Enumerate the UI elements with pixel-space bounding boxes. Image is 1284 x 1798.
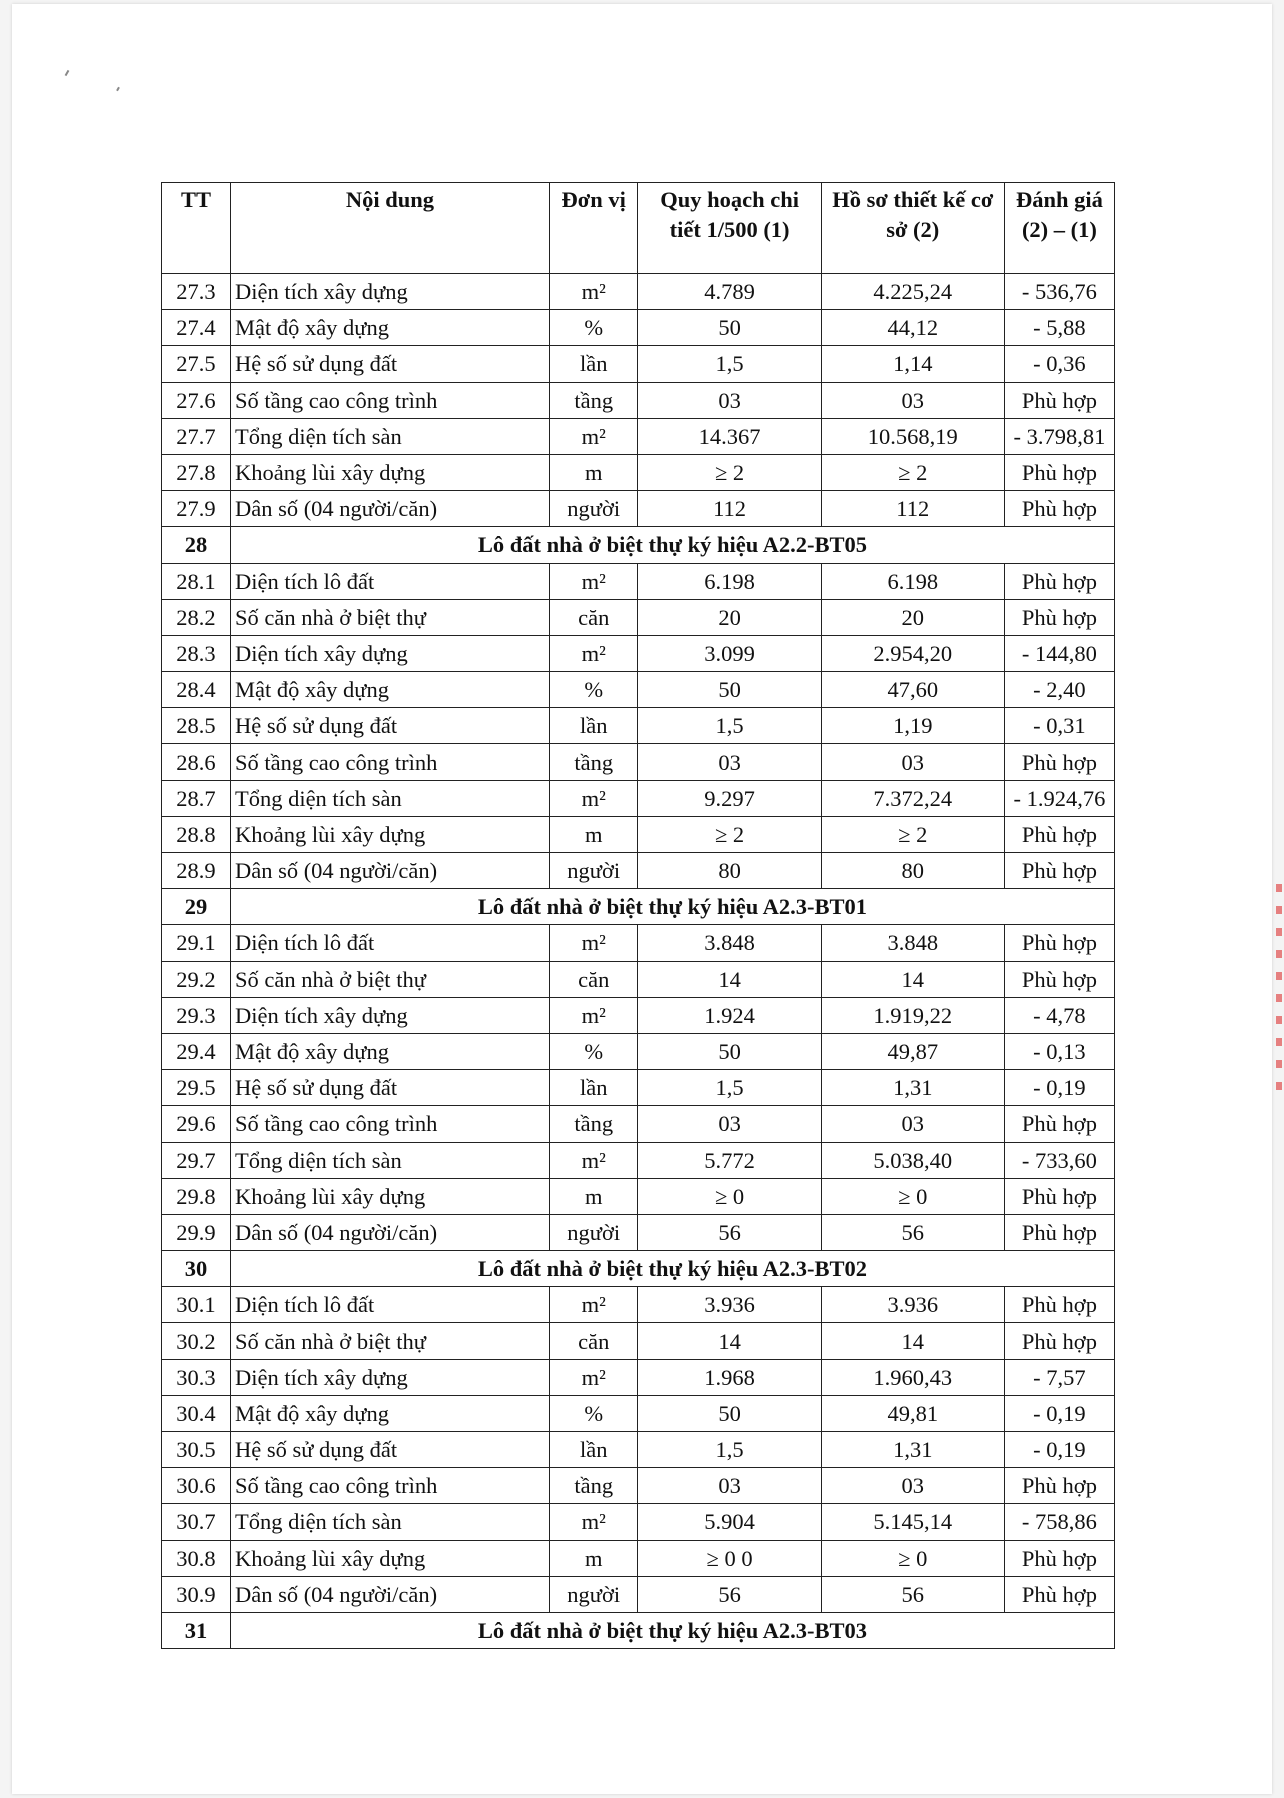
cell-danh-gia: Phù hợp [1004, 961, 1114, 997]
cell-quy-hoach: 14 [638, 1323, 821, 1359]
cell-don-vi: m² [549, 1359, 638, 1395]
header-quy-hoach: Quy hoạch chi tiết 1/500 (1) [638, 183, 821, 274]
table-row [162, 744, 1115, 780]
table-row [162, 853, 1115, 889]
cell-quy-hoach: ≥ 0 0 [638, 1540, 821, 1576]
table-row [162, 635, 1115, 671]
cell-danh-gia: - 5,88 [1004, 310, 1114, 346]
table-row [162, 1033, 1115, 1069]
cell-tt: 28.1 [162, 563, 231, 599]
cell-quy-hoach: 6.198 [638, 563, 821, 599]
cell-tt: 29.6 [162, 1106, 231, 1142]
cell-quy-hoach: 03 [638, 1468, 821, 1504]
cell-quy-hoach: 80 [638, 853, 821, 889]
cell-don-vi: m [549, 1540, 638, 1576]
cell-noi-dung: Mật độ xây dựng [230, 310, 549, 346]
cell-don-vi: m² [549, 563, 638, 599]
table-row [162, 1214, 1115, 1250]
cell-danh-gia: Phù hợp [1004, 1106, 1114, 1142]
cell-noi-dung: Khoảng lùi xây dựng [230, 454, 549, 490]
cell-danh-gia: - 3.798,81 [1004, 418, 1114, 454]
table-row [162, 491, 1115, 527]
cell-noi-dung: Số tầng cao công trình [230, 382, 549, 418]
table-row [162, 274, 1115, 310]
cell-don-vi: m [549, 454, 638, 490]
table-row [162, 672, 1115, 708]
cell-tt: 27.4 [162, 310, 231, 346]
cell-ho-so: 1,14 [821, 346, 1004, 382]
cell-tt: 30.8 [162, 1540, 231, 1576]
cell-don-vi: lần [549, 1070, 638, 1106]
cell-don-vi: tầng [549, 1468, 638, 1504]
table-row [162, 1178, 1115, 1214]
cell-quy-hoach: 56 [638, 1214, 821, 1250]
cell-tt: 28.7 [162, 780, 231, 816]
cell-tt: 30.2 [162, 1323, 231, 1359]
cell-noi-dung: Khoảng lùi xây dựng [230, 1178, 549, 1214]
table-row [162, 1106, 1115, 1142]
cell-noi-dung: Diện tích xây dựng [230, 635, 549, 671]
cell-don-vi: người [549, 1576, 638, 1612]
cell-quy-hoach: 03 [638, 744, 821, 780]
table-row [162, 454, 1115, 490]
cell-quy-hoach: 4.789 [638, 274, 821, 310]
cell-quy-hoach: 50 [638, 1033, 821, 1069]
cell-ho-so: 5.145,14 [821, 1504, 1004, 1540]
cell-danh-gia: Phù hợp [1004, 853, 1114, 889]
cell-quy-hoach: ≥ 0 [638, 1178, 821, 1214]
cell-ho-so: 1,19 [821, 708, 1004, 744]
cell-danh-gia: - 758,86 [1004, 1504, 1114, 1540]
cell-ho-so: 20 [821, 599, 1004, 635]
header-ho-so: Hồ sơ thiết kế cơ sở (2) [821, 183, 1004, 274]
table-body [162, 274, 1115, 1649]
cell-ho-so: 7.372,24 [821, 780, 1004, 816]
cell-don-vi: lần [549, 708, 638, 744]
cell-quy-hoach: 1,5 [638, 1070, 821, 1106]
cell-quy-hoach: 1.924 [638, 997, 821, 1033]
header-tt: TT [162, 183, 231, 274]
cell-noi-dung: Dân số (04 người/căn) [230, 1214, 549, 1250]
cell-danh-gia: Phù hợp [1004, 1540, 1114, 1576]
cell-ho-so: 80 [821, 853, 1004, 889]
cell-don-vi: m² [549, 274, 638, 310]
cell-ho-so: 112 [821, 491, 1004, 527]
cell-tt: 30.9 [162, 1576, 231, 1612]
cell-ho-so: 14 [821, 961, 1004, 997]
cell-don-vi: căn [549, 1323, 638, 1359]
cell-don-vi: người [549, 491, 638, 527]
table-row [162, 1359, 1115, 1395]
cell-don-vi: m [549, 1178, 638, 1214]
cell-quy-hoach: 50 [638, 310, 821, 346]
comparison-table [161, 182, 1115, 1649]
table-row [162, 708, 1115, 744]
cell-danh-gia: - 0,31 [1004, 708, 1114, 744]
cell-don-vi: m² [549, 418, 638, 454]
cell-tt: 29.1 [162, 925, 231, 961]
cell-noi-dung: Tổng diện tích sàn [230, 780, 549, 816]
table-row [162, 925, 1115, 961]
cell-quy-hoach: 3.936 [638, 1287, 821, 1323]
table-row [162, 780, 1115, 816]
table-row [162, 997, 1115, 1033]
cell-quy-hoach: 5.772 [638, 1142, 821, 1178]
cell-tt: 29.9 [162, 1214, 231, 1250]
cell-ho-so: 10.568,19 [821, 418, 1004, 454]
cell-noi-dung: Hệ số sử dụng đất [230, 346, 549, 382]
table-row [162, 1432, 1115, 1468]
header-noi-dung: Nội dung [230, 183, 549, 274]
table-row [162, 599, 1115, 635]
table-row [162, 1576, 1115, 1612]
cell-don-vi: căn [549, 961, 638, 997]
cell-tt: 27.5 [162, 346, 231, 382]
cell-don-vi: lần [549, 1432, 638, 1468]
cell-danh-gia: Phù hợp [1004, 1576, 1114, 1612]
cell-ho-so: 03 [821, 1468, 1004, 1504]
cell-quy-hoach: 1,5 [638, 708, 821, 744]
cell-tt: 29.5 [162, 1070, 231, 1106]
cell-noi-dung: Khoảng lùi xây dựng [230, 816, 549, 852]
cell-tt: 28.4 [162, 672, 231, 708]
cell-quy-hoach: 20 [638, 599, 821, 635]
cell-noi-dung: Mật độ xây dựng [230, 672, 549, 708]
cell-don-vi: m² [549, 1287, 638, 1323]
table-row [162, 310, 1115, 346]
scan-speck [65, 70, 70, 76]
cell-tt: 29.7 [162, 1142, 231, 1178]
cell-don-vi: người [549, 853, 638, 889]
cell-tt: 30.4 [162, 1395, 231, 1431]
cell-noi-dung: Khoảng lùi xây dựng [230, 1540, 549, 1576]
cell-quy-hoach: 9.297 [638, 780, 821, 816]
cell-noi-dung: Số căn nhà ở biệt thự [230, 961, 549, 997]
cell-quy-hoach: 14 [638, 961, 821, 997]
cell-danh-gia: Phù hợp [1004, 744, 1114, 780]
cell-noi-dung: Mật độ xây dựng [230, 1033, 549, 1069]
cell-ho-so: ≥ 2 [821, 454, 1004, 490]
cell-danh-gia: Phù hợp [1004, 491, 1114, 527]
cell-ho-so: 3.848 [821, 925, 1004, 961]
cell-noi-dung: Tổng diện tích sàn [230, 1142, 549, 1178]
cell-quy-hoach: 56 [638, 1576, 821, 1612]
cell-ho-so: 2.954,20 [821, 635, 1004, 671]
table-row [162, 1070, 1115, 1106]
table-row [162, 1287, 1115, 1323]
cell-quy-hoach: 3.099 [638, 635, 821, 671]
cell-don-vi: căn [549, 599, 638, 635]
cell-ho-so: ≥ 0 [821, 1540, 1004, 1576]
table-row [162, 1540, 1115, 1576]
cell-danh-gia: Phù hợp [1004, 1323, 1114, 1359]
cell-danh-gia: Phù hợp [1004, 816, 1114, 852]
cell-danh-gia: Phù hợp [1004, 454, 1114, 490]
cell-danh-gia: Phù hợp [1004, 382, 1114, 418]
cell-quy-hoach: 1,5 [638, 346, 821, 382]
stamp-edge-mark [1276, 884, 1282, 1104]
cell-don-vi: m² [549, 1142, 638, 1178]
cell-ho-so: 56 [821, 1214, 1004, 1250]
cell-ho-so: 49,87 [821, 1033, 1004, 1069]
table-group-row [162, 527, 1115, 563]
cell-danh-gia: - 4,78 [1004, 997, 1114, 1033]
table-header-row [162, 183, 1115, 274]
cell-danh-gia: Phù hợp [1004, 1287, 1114, 1323]
cell-don-vi: m² [549, 997, 638, 1033]
cell-don-vi: m [549, 816, 638, 852]
cell-tt: 28.3 [162, 635, 231, 671]
table-row [162, 418, 1115, 454]
table-group-row [162, 1251, 1115, 1287]
cell-quy-hoach: 03 [638, 382, 821, 418]
cell-tt: 28.2 [162, 599, 231, 635]
cell-danh-gia: Phù hợp [1004, 1468, 1114, 1504]
cell-danh-gia: - 0,19 [1004, 1395, 1114, 1431]
cell-quy-hoach: 1,5 [638, 1432, 821, 1468]
cell-quy-hoach: 14.367 [638, 418, 821, 454]
cell-danh-gia: - 0,19 [1004, 1432, 1114, 1468]
cell-danh-gia: Phù hợp [1004, 925, 1114, 961]
cell-noi-dung: Tổng diện tích sàn [230, 418, 549, 454]
cell-noi-dung: Diện tích xây dựng [230, 1359, 549, 1395]
cell-noi-dung: Số tầng cao công trình [230, 744, 549, 780]
cell-don-vi: tầng [549, 382, 638, 418]
cell-danh-gia: Phù hợp [1004, 1214, 1114, 1250]
cell-danh-gia: - 536,76 [1004, 274, 1114, 310]
cell-danh-gia: Phù hợp [1004, 1178, 1114, 1214]
cell-danh-gia: - 0,36 [1004, 346, 1114, 382]
cell-ho-so: 56 [821, 1576, 1004, 1612]
cell-ho-so: 3.936 [821, 1287, 1004, 1323]
cell-ho-so: 03 [821, 1106, 1004, 1142]
cell-noi-dung: Số căn nhà ở biệt thự [230, 1323, 549, 1359]
cell-tt: 29 [162, 889, 231, 925]
cell-tt: 31 [162, 1612, 231, 1648]
cell-tt: 28.9 [162, 853, 231, 889]
table-row [162, 1395, 1115, 1431]
cell-tt: 29.8 [162, 1178, 231, 1214]
cell-danh-gia: - 0,19 [1004, 1070, 1114, 1106]
cell-don-vi: % [549, 672, 638, 708]
cell-danh-gia: Phù hợp [1004, 563, 1114, 599]
cell-ho-so: 1.960,43 [821, 1359, 1004, 1395]
cell-don-vi: m² [549, 1504, 638, 1540]
cell-don-vi: m² [549, 780, 638, 816]
cell-ho-so: 1,31 [821, 1432, 1004, 1468]
cell-group-title: Lô đất nhà ở biệt thự ký hiệu A2.3-BT01 [230, 889, 1114, 925]
table-row [162, 816, 1115, 852]
cell-ho-so: 4.225,24 [821, 274, 1004, 310]
cell-ho-so: ≥ 2 [821, 816, 1004, 852]
cell-danh-gia: - 0,13 [1004, 1033, 1114, 1069]
cell-tt: 30.5 [162, 1432, 231, 1468]
cell-noi-dung: Hệ số sử dụng đất [230, 1432, 549, 1468]
cell-quy-hoach: ≥ 2 [638, 454, 821, 490]
cell-ho-so: 47,60 [821, 672, 1004, 708]
cell-tt: 27.6 [162, 382, 231, 418]
cell-noi-dung: Hệ số sử dụng đất [230, 1070, 549, 1106]
table-group-row [162, 889, 1115, 925]
cell-noi-dung: Dân số (04 người/căn) [230, 491, 549, 527]
cell-noi-dung: Dân số (04 người/căn) [230, 853, 549, 889]
cell-noi-dung: Hệ số sử dụng đất [230, 708, 549, 744]
cell-quy-hoach: 112 [638, 491, 821, 527]
cell-ho-so: 1,31 [821, 1070, 1004, 1106]
cell-noi-dung: Diện tích lô đất [230, 1287, 549, 1323]
cell-noi-dung: Tổng diện tích sàn [230, 1504, 549, 1540]
cell-group-title: Lô đất nhà ở biệt thự ký hiệu A2.3-BT02 [230, 1251, 1114, 1287]
cell-tt: 30.7 [162, 1504, 231, 1540]
cell-tt: 28.6 [162, 744, 231, 780]
cell-danh-gia: - 1.924,76 [1004, 780, 1114, 816]
cell-don-vi: % [549, 310, 638, 346]
cell-quy-hoach: 5.904 [638, 1504, 821, 1540]
cell-tt: 30.3 [162, 1359, 231, 1395]
cell-tt: 29.3 [162, 997, 231, 1033]
cell-noi-dung: Số tầng cao công trình [230, 1106, 549, 1142]
cell-danh-gia: Phù hợp [1004, 599, 1114, 635]
header-don-vi: Đơn vị [549, 183, 638, 274]
cell-noi-dung: Diện tích xây dựng [230, 274, 549, 310]
cell-danh-gia: - 2,40 [1004, 672, 1114, 708]
cell-danh-gia: - 7,57 [1004, 1359, 1114, 1395]
header-danh-gia: Đánh giá (2) – (1) [1004, 183, 1114, 274]
cell-tt: 30.1 [162, 1287, 231, 1323]
cell-ho-so: 14 [821, 1323, 1004, 1359]
cell-tt: 28.8 [162, 816, 231, 852]
cell-tt: 27.7 [162, 418, 231, 454]
cell-noi-dung: Diện tích lô đất [230, 563, 549, 599]
cell-tt: 30.6 [162, 1468, 231, 1504]
table-row [162, 1504, 1115, 1540]
cell-don-vi: % [549, 1395, 638, 1431]
cell-quy-hoach: 50 [638, 1395, 821, 1431]
cell-ho-so: 6.198 [821, 563, 1004, 599]
cell-noi-dung: Dân số (04 người/căn) [230, 1576, 549, 1612]
cell-don-vi: m² [549, 925, 638, 961]
cell-quy-hoach: 3.848 [638, 925, 821, 961]
cell-noi-dung: Diện tích xây dựng [230, 997, 549, 1033]
scan-speck [116, 87, 120, 91]
cell-quy-hoach: ≥ 2 [638, 816, 821, 852]
cell-noi-dung: Số tầng cao công trình [230, 1468, 549, 1504]
cell-don-vi: m² [549, 635, 638, 671]
table-row [162, 382, 1115, 418]
cell-quy-hoach: 50 [638, 672, 821, 708]
cell-ho-so: 03 [821, 744, 1004, 780]
table-group-row [162, 1612, 1115, 1648]
cell-don-vi: lần [549, 346, 638, 382]
cell-noi-dung: Mật độ xây dựng [230, 1395, 549, 1431]
cell-ho-so: ≥ 0 [821, 1178, 1004, 1214]
cell-ho-so: 03 [821, 382, 1004, 418]
cell-quy-hoach: 03 [638, 1106, 821, 1142]
cell-ho-so: 5.038,40 [821, 1142, 1004, 1178]
cell-tt: 29.2 [162, 961, 231, 997]
cell-ho-so: 1.919,22 [821, 997, 1004, 1033]
cell-tt: 27.3 [162, 274, 231, 310]
table-row [162, 1142, 1115, 1178]
cell-quy-hoach: 1.968 [638, 1359, 821, 1395]
cell-group-title: Lô đất nhà ở biệt thự ký hiệu A2.3-BT03 [230, 1612, 1114, 1648]
cell-tt: 28.5 [162, 708, 231, 744]
table-row [162, 563, 1115, 599]
cell-group-title: Lô đất nhà ở biệt thự ký hiệu A2.2-BT05 [230, 527, 1114, 563]
cell-danh-gia: - 144,80 [1004, 635, 1114, 671]
cell-don-vi: tầng [549, 1106, 638, 1142]
cell-tt: 27.8 [162, 454, 231, 490]
cell-danh-gia: - 733,60 [1004, 1142, 1114, 1178]
cell-noi-dung: Số căn nhà ở biệt thự [230, 599, 549, 635]
cell-tt: 28 [162, 527, 231, 563]
cell-don-vi: người [549, 1214, 638, 1250]
cell-tt: 30 [162, 1251, 231, 1287]
table-row [162, 346, 1115, 382]
cell-ho-so: 49,81 [821, 1395, 1004, 1431]
table-row [162, 1323, 1115, 1359]
cell-don-vi: % [549, 1033, 638, 1069]
cell-noi-dung: Diện tích lô đất [230, 925, 549, 961]
cell-don-vi: tầng [549, 744, 638, 780]
table-row [162, 1468, 1115, 1504]
cell-tt: 27.9 [162, 491, 231, 527]
cell-ho-so: 44,12 [821, 310, 1004, 346]
cell-tt: 29.4 [162, 1033, 231, 1069]
table-row [162, 961, 1115, 997]
